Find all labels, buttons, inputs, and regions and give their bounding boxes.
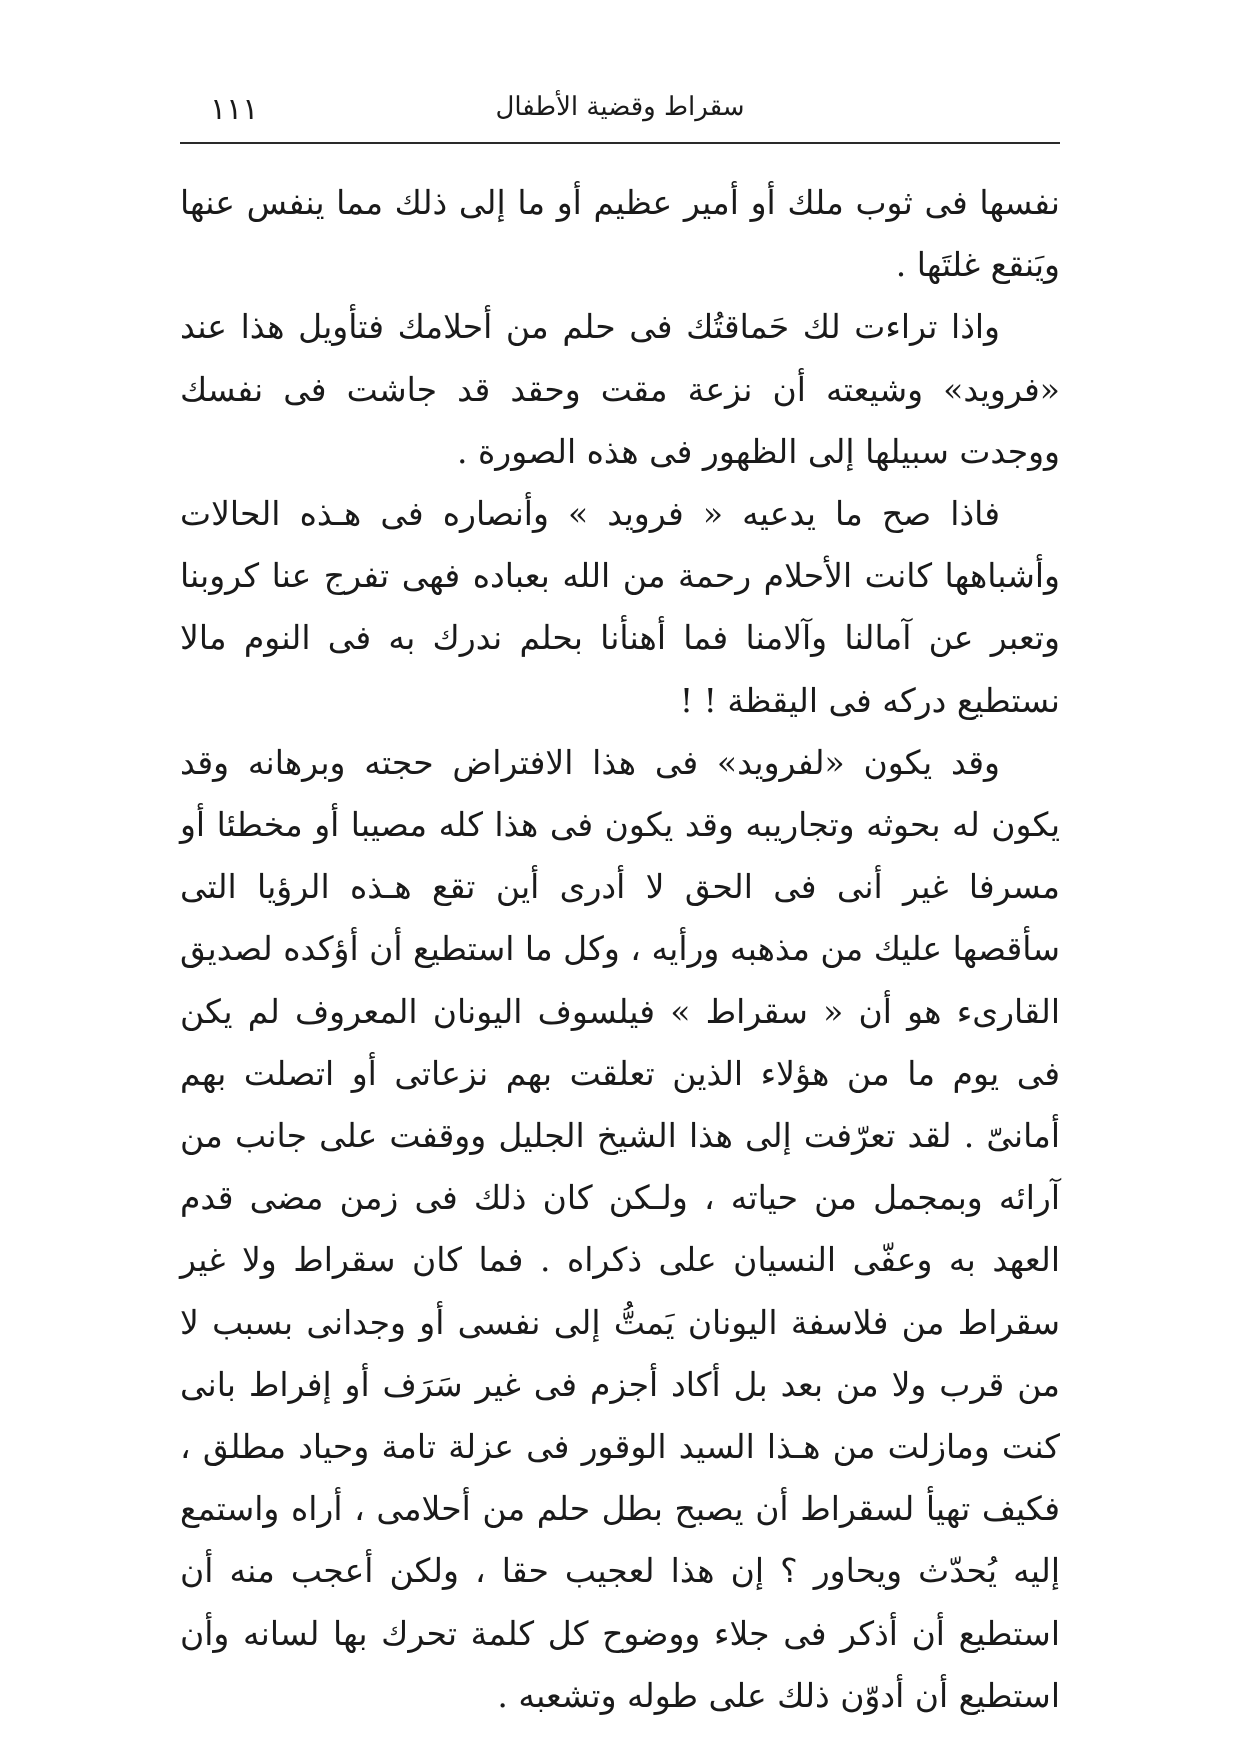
header-divider: [180, 142, 1060, 144]
paragraph: واذا تراءت لك حَماقتُك فى حلم من أحلامك فتأويل هذا عند «فرويد» وشيعته أن نزعة مقت وحقد قد جاشت فى نفسك ووجدت سبيلها إلى الظهور فى هذه الصورة .: [180, 307, 1060, 471]
paragraph: فاذا صح ما يدعيه « فرويد » وأنصاره فى هـذه الحالات وأشباهها كانت الأحلام رحمة من الله بعباده فهى تفرج عنا كروبنا وتعبر عن آمالنا وآلامنا فما أهنأنا بحلم ندرك به فى النوم مالا نستطيع دركه فى اليقظة ! !: [180, 494, 1060, 720]
running-title: سقراط وقضية الأطفال: [495, 92, 745, 122]
paragraph: وقد يكون «لفرويد» فى هذا الافتراض حجته وبرهانه وقد يكون له بحوثه وتجاريبه وقد يكون فى هذا كله مصيبا أو مخطئا أو مسرفا غير أنى فى الحق لا أدرى أين تقع هـذه الرؤيا التى سأقصها عليك من مذهبه ورأيه ، وكل ما استطيع أن أؤكده لصديق القارىء هو أن « سقراط » فيلسوف اليونان المعروف لم يكن فى يوم ما من هؤلاء الذين تعلقت بهم نزعاتى أو اتصلت بهم أمانىّ . لقد تعرّفت إلى هذا الشيخ الجليل ووقفت على جانب من آرائه وبمجمل من حياته ، ولـكن كان ذلك فى زمن مضى قدم العهد به وعفّى النسيان على ذكراه . فما كان سقراط ولا غير سقراط من فلاسفة اليونان يَمتُّ إلى نفسى أو وجدانى بسبب لا من قرب ولا من بعد بل أكاد أجزم فى غير سَرَف أو إفراط بانى كنت ومازلت من هـذا السيد الوقور فى عزلة تامة وحياد مطلق ، فكيف تهيأ لسقراط أن يصبح بطل حلم من أحلامى ، أراه واستمع إليه يُحدّث ويحاور ؟ إن هذا لعجيب حقا ، ولكن أعجب منه أن استطيع أن أذكر فى جلاء ووضوح كل كلمة تحرك بها لسانه وأن استطيع أن أدوّن ذلك على طوله وتشعبه .: [180, 742, 1060, 1715]
page-number: ١١١: [210, 92, 259, 127]
page-header: [180, 88, 1060, 138]
paragraph: نفسها فى ثوب ملك أو أمير عظيم أو ما إلى ذلك مما ينفس عنها ويَنقع غلتَها .: [180, 183, 1060, 285]
body-text: [180, 172, 1060, 1727]
